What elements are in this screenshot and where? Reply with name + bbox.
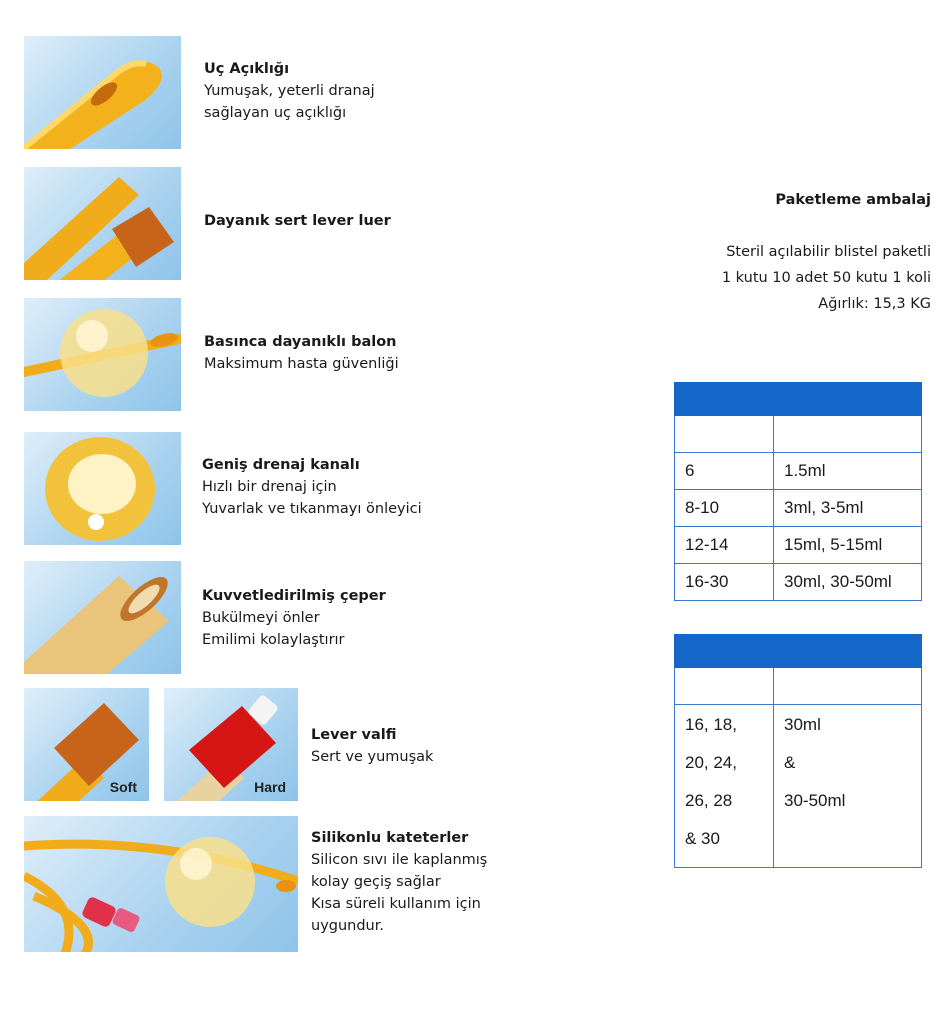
feature-title: Silikonlu kateterler	[311, 830, 469, 846]
packaging-line: Steril açılabilir blistel paketli	[726, 244, 931, 260]
table-cell: 8-10	[675, 490, 774, 527]
feature-drainage-channel	[202, 454, 422, 520]
feature-title: Uç Açıklığı	[204, 61, 290, 77]
table-cell: 6	[675, 453, 774, 490]
feature-title: Geniş drenaj kanalı	[202, 457, 360, 473]
table-cell: 15ml, 5-15ml	[774, 527, 922, 564]
packaging-line: 1 kutu 10 adet 50 kutu 1 koli	[721, 270, 931, 286]
table-cell: 16-30	[675, 564, 774, 601]
cell-line: 30ml	[784, 715, 821, 734]
table-cell	[675, 668, 774, 705]
soft-label: Soft	[109, 779, 137, 795]
feature-line: Sert ve yumuşak	[311, 749, 434, 765]
table-cell: 30ml, 30-50ml	[774, 564, 922, 601]
table-cell	[675, 416, 774, 453]
table-row	[675, 705, 922, 868]
table-cell	[675, 705, 774, 868]
feature-title: Dayanık sert lever luer	[204, 213, 391, 229]
feature-reinforced-wall	[202, 585, 386, 651]
lever-luer-image	[24, 167, 181, 280]
table-row	[675, 453, 922, 490]
balloon-image	[24, 298, 181, 411]
feature-line: Bukülmeyi önler	[202, 610, 320, 626]
feature-line: sağlayan uç açıklığı	[204, 105, 347, 121]
feature-line: Maksimum hasta güvenliği	[204, 356, 399, 372]
feature-line: kolay geçiş sağlar	[311, 874, 441, 890]
packaging-info	[722, 187, 931, 317]
table-cell	[774, 668, 922, 705]
cell-line: & 30	[685, 829, 720, 848]
cell-line: 20, 24,	[685, 753, 737, 772]
table-header	[675, 383, 922, 416]
hard-label: Hard	[254, 779, 286, 795]
table-cell: 1.5ml	[774, 453, 922, 490]
table-row	[675, 564, 922, 601]
feature-line: Silicon sıvı ile kaplanmış	[311, 852, 488, 868]
table-cell: 12-14	[675, 527, 774, 564]
feature-line: Yuvarlak ve tıkanmayı önleyici	[202, 501, 422, 517]
packaging-title: Paketleme ambalaj	[775, 192, 931, 208]
feature-line: Hızlı bir drenaj için	[202, 479, 337, 495]
cell-line: 16, 18,	[685, 715, 737, 734]
tip-opening-image	[24, 36, 181, 149]
silicone-catheter-image	[24, 816, 298, 952]
feature-lever-valve	[311, 724, 433, 768]
feature-line: Yumuşak, yeterli dranaj	[204, 83, 375, 99]
size-volume-table-2	[674, 634, 922, 868]
feature-title: Lever valfi	[311, 727, 397, 743]
feature-line: uygundur.	[311, 918, 384, 934]
cell-line: 30-50ml	[784, 791, 846, 810]
table-cell	[774, 416, 922, 453]
feature-balloon	[204, 331, 399, 375]
table-cell	[774, 705, 922, 868]
feature-tip-opening	[204, 58, 375, 124]
table-row	[675, 490, 922, 527]
feature-title: Kuvvetledirilmiş çeper	[202, 588, 386, 604]
drainage-channel-image	[24, 432, 181, 545]
size-volume-table-1	[674, 382, 922, 601]
table-header	[675, 635, 922, 668]
feature-line: Emilimi kolaylaştırır	[202, 632, 345, 648]
table-cell: 3ml, 3-5ml	[774, 490, 922, 527]
feature-title: Basınca dayanıklı balon	[204, 334, 397, 350]
hard-valve-image	[164, 688, 298, 801]
table-row	[675, 527, 922, 564]
cell-line: 26, 28	[685, 791, 733, 810]
feature-silicone-catheter	[311, 827, 487, 937]
packaging-spacer	[722, 213, 931, 239]
reinforced-wall-image	[24, 561, 181, 674]
cell-line: &	[784, 753, 796, 772]
packaging-line: Ağırlık: 15,3 KG	[818, 296, 931, 312]
soft-valve-image	[24, 688, 149, 801]
feature-line: Kısa süreli kullanım için	[311, 896, 481, 912]
feature-lever-luer	[204, 210, 391, 232]
